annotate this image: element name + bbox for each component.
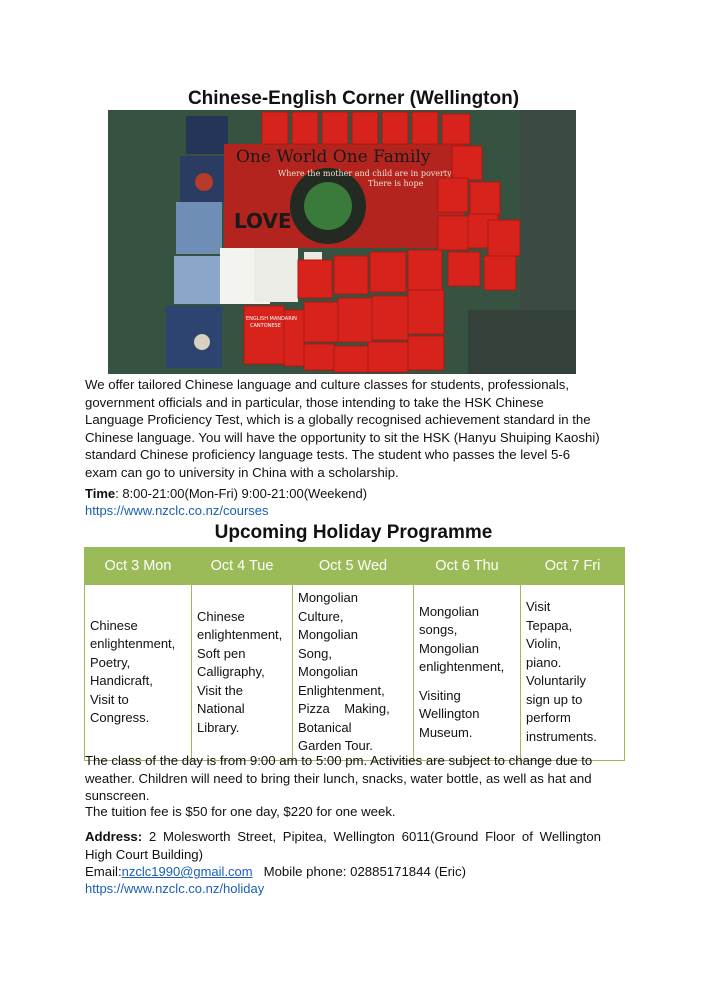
address-label: Address: bbox=[85, 829, 143, 844]
email-label: Email: bbox=[85, 864, 122, 879]
banner-love: LOVE bbox=[234, 209, 292, 233]
time-value: : 8:00-21:00(Mon-Fri) 9:00-21:00(Weekend) bbox=[115, 486, 368, 501]
email-link[interactable]: nzclc1990@gmail.com bbox=[121, 864, 253, 879]
activity-cell-wed: Mongolian Culture, Mongolian Song, Mongolian Enlightenment, Pizza Making, Botanical Garden Tour. bbox=[293, 585, 414, 761]
books-photo-illustration bbox=[108, 110, 576, 374]
contact-line bbox=[85, 864, 466, 879]
holiday-link[interactable]: https://www.nzclc.co.nz/holiday bbox=[85, 881, 265, 896]
activity-cell-fri: Visit Tepapa, Violin, piano. Voluntarily sign up to perform instruments. bbox=[521, 585, 625, 761]
intro-paragraph: We offer tailored Chinese language and culture classes for students, professionals, government officials and in particular, those intending to take the HSK Chinese Language Proficiency Test, which is a globally recognised achievement standard in the Chinese language. You will have the opportunity to sit the HSK (Hanyu Shuiping Kaoshi) standard Chinese proficiency language tests. The student who passes the level 5-6 exam can go to university in China with a scholarship. bbox=[85, 377, 600, 480]
time-label: Time bbox=[85, 486, 116, 501]
courses-link[interactable]: https://www.nzclc.co.nz/courses bbox=[85, 503, 269, 518]
address-value: 2 Molesworth Street, Pipitea, Wellington 6011(Ground Floor of Wellington High Court Building) bbox=[85, 829, 601, 862]
banner-text: One World One Family bbox=[236, 147, 431, 167]
time-line bbox=[85, 486, 367, 501]
banner-sub1: Where the mother and child are in poverty bbox=[278, 169, 452, 178]
day-header: Oct 3 Mon bbox=[85, 548, 192, 585]
page-title: Chinese-English Corner (Wellington) bbox=[187, 88, 520, 109]
day-header: Oct 5 Wed bbox=[293, 548, 414, 585]
activity-cell-thu: Mongolian songs, Mongolian enlightenment, Visiting Wellington Museum. bbox=[414, 585, 521, 761]
holiday-programme-table bbox=[84, 547, 625, 761]
day-header: Oct 4 Tue bbox=[192, 548, 293, 585]
phone: Mobile phone: 02885171844 (Eric) bbox=[252, 864, 466, 879]
day-header: Oct 7 Fri bbox=[521, 548, 625, 585]
table-row bbox=[85, 585, 625, 761]
book-label-2: CANTONESE bbox=[250, 323, 281, 329]
activity-cell-mon: Chinese enlightenment, Poetry, Handicraft, Visit to Congress. bbox=[85, 585, 192, 761]
programme-heading: Upcoming Holiday Programme bbox=[214, 522, 493, 543]
book-label-1: ENGLISH MANDARIN bbox=[246, 316, 297, 322]
banner-sub2: There is hope bbox=[368, 179, 424, 188]
activity-cell-tue: Chinese enlightenment, Soft pen Calligraphy, Visit the National Library. bbox=[192, 585, 293, 761]
class-notes: The class of the day is from 9:00 am to 5:00 pm. Activities are subject to change due to weather. Children will need to bring their lunch, snacks, water bottle, as well as hat and sunscreen. bbox=[85, 753, 593, 803]
tuition-fee: The tuition fee is $50 for one day, $220 for one week. bbox=[85, 804, 396, 819]
address bbox=[85, 828, 601, 863]
day-header: Oct 6 Thu bbox=[414, 548, 521, 585]
table-header-row bbox=[85, 548, 625, 585]
books-photo bbox=[108, 110, 576, 374]
